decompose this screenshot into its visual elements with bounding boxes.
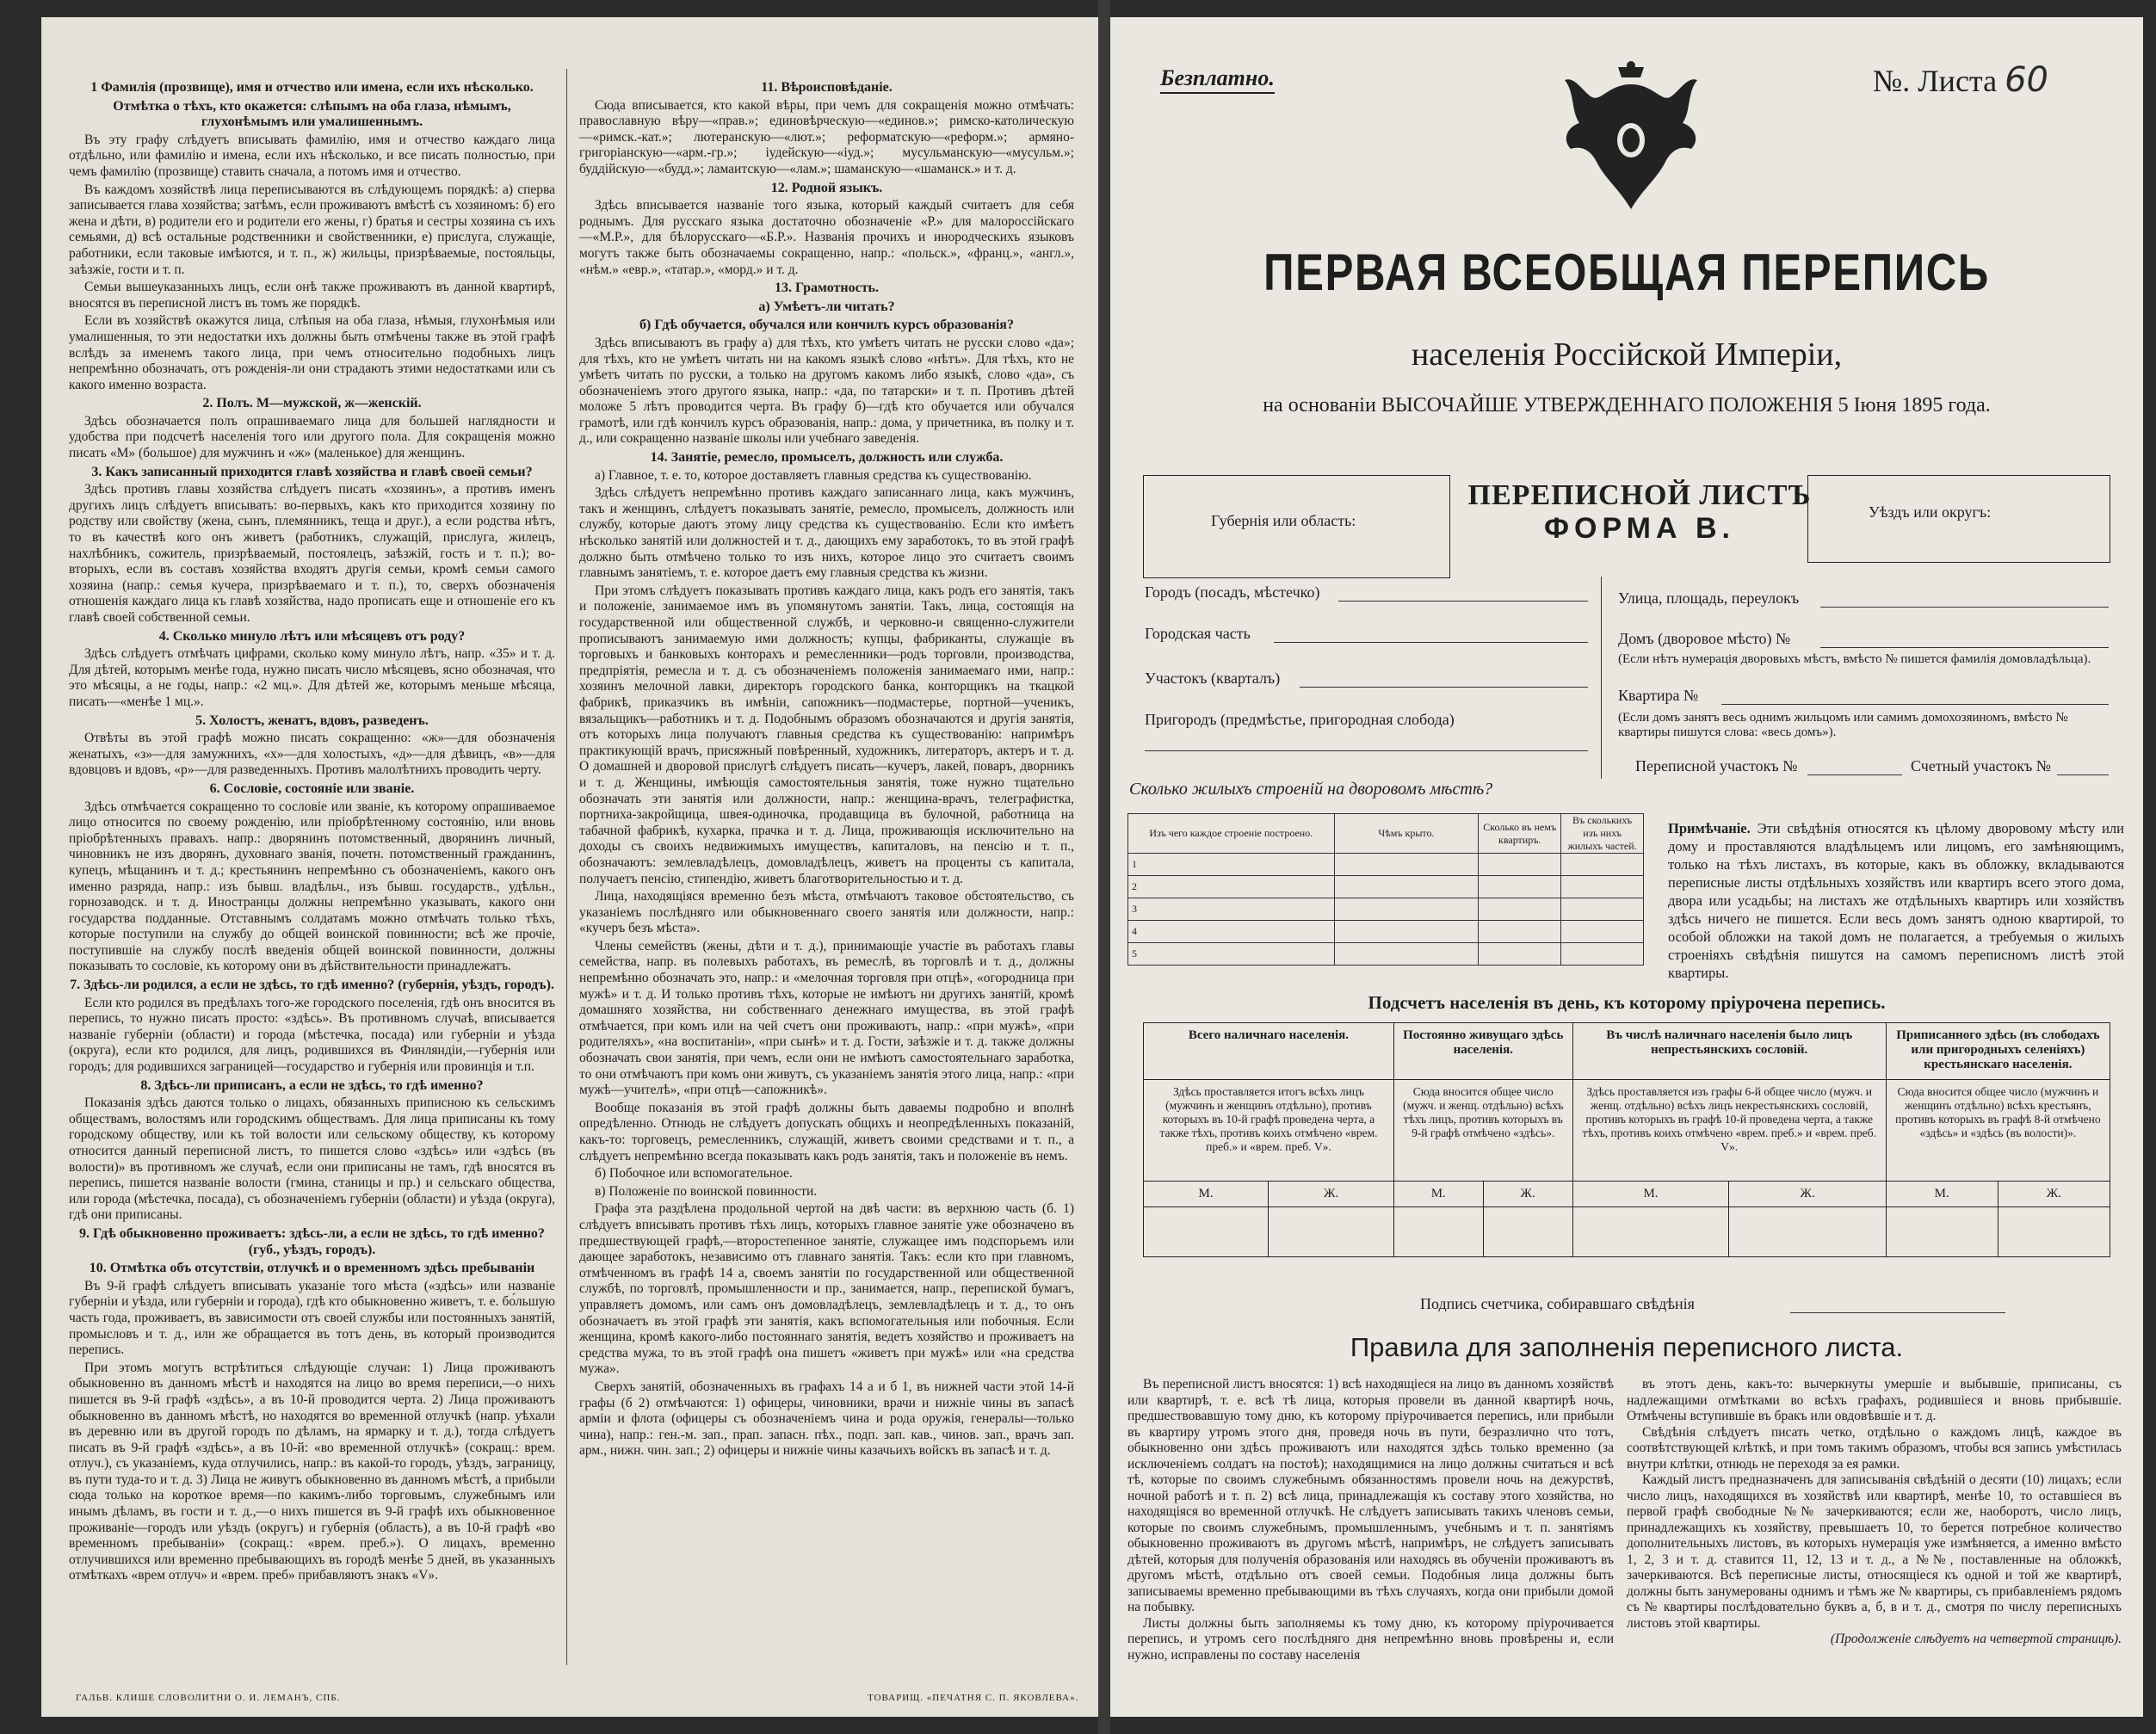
field-flat: Квартира № — [1618, 687, 1699, 704]
field-city-part-line[interactable] — [1274, 642, 1588, 643]
population-summary-title: Подсчетъ населенія въ день, къ которому пріурочена перепись. — [1368, 992, 1886, 1013]
instruction-paragraph: Если кто родился въ предѣлахъ того-же городского поселенія, гдѣ онъ вносится въ перепись, то нужно писать просто: «здѣсь». Въ противномъ случаѣ, вписывается названіе губерніи (области) и города (мѣстечка, посада) или губерніи и уѣзда (округа), если кто родился, для лицъ, родившихся въ Финляндіи,—губернія или городъ; для родившихся заграницей—государство и губернія или провинція и т.п. — [69, 995, 555, 1075]
book-gutter — [1098, 0, 1110, 1734]
instruction-paragraph: При этомъ слѣдуетъ показывать противъ каждаго лица, какъ родъ его занятія, такъ и положеніе, занимаемое имъ въ упомянутомъ занятіи. Такъ, лица, состоящія на государственной или общественной службѣ, и черковно-и священно-служители прописываютъ занимаемую ими должность; купцы, фабриканты, служащіе въ торговыхъ и банковыхъ конторахъ и ремесленники—родъ торговли, производства, предпріятія, ремесла и т. д. съ обозначеніемъ положенія занимаемаго ими, напр.: хозяинъ мелочной лавки, директоръ городского банка, конторщикъ на ткацкой фабрикѣ, приказчикъ въ имѣніи, сапожникъ—подмастерье, портной—ученикъ, вязальщикъ—работникъ и т. д. Подобнымъ образомъ обозначаются и другія занятія, отъ которыхъ лица получаютъ главныя средства къ существованію: напримѣръ практикующій врачъ, присяжный повѣренный, художникъ, литераторъ, актеръ и т. д. О домашней и дворовой прислугѣ слѣдуетъ писать—кучеръ, лакей, поваръ, дворникъ и т. д. Женщины, имѣющія самостоятельныя занятія, тоже нужно тщательно обозначать эти занятія или должности, напр.: женщина-врачъ, телеграфистка, портниха-закройщица, швея-одиночка, продавщица въ булочной, работница на табачной фабрикѣ, кухарка, прачка и т. д. Лица, проживающія исключительно на доходы съ своихъ недвижимыхъ имуществъ, капиталовъ, на пенсію и т. п., обозначаютъ: землевладѣлецъ, домовладѣлецъ, живетъ на проценты съ капитала, получаетъ пенсію, стипендію, живетъ благотворительностью и т. д. — [579, 583, 1074, 886]
census-form-page — [1110, 17, 2143, 1717]
free-of-charge-label: Безплатно. — [1160, 65, 1275, 90]
summary-values-row[interactable] — [1144, 1207, 2110, 1257]
sheet-number-label: №. Листа — [1872, 64, 1998, 98]
field-census-area: Переписной участокъ № — [1635, 757, 1798, 774]
instruction-paragraph: Семьи вышеуказанныхъ лицъ, если онѣ также проживаютъ въ данной квартирѣ, вносятся въ переписной листъ въ томъ же порядкѣ. — [69, 280, 555, 311]
rules-column-1 — [1127, 1377, 1614, 1663]
counter-signature-label: Подпись счетчика, собиравшаго свѣдѣнія — [1420, 1295, 1695, 1312]
instruction-paragraph: Вообще показанія въ этой графѣ должны быть даваемы подробно и вполнѣ опредѣленно. Отнюдь не слѣдуетъ допускать общихъ и неопредѣленныхъ показаній, какъ-то: торговецъ, ремесленникъ, служащій, живетъ своими средствами и т. п., а слѣдуетъ непремѣнно всегда показывать какъ родъ занятія, такъ и положеніе въ немъ. — [579, 1100, 1074, 1163]
field-precinct-line[interactable] — [1300, 687, 1588, 688]
summary-m-1: М. — [1144, 1182, 1269, 1207]
province-box[interactable] — [1143, 475, 1450, 578]
census-subtitle: населенія Россійской Имперіи, — [1411, 336, 1843, 373]
rules-title: Правила для заполненія переписного листа. — [1350, 1332, 1904, 1362]
instruction-paragraph: б) Побочное или вспомогательное. — [595, 1166, 793, 1182]
summary-note-resident: Сюда вносится общее число (мужч. и женщ. отдѣльно) всѣхъ тѣхъ лицъ, противъ которыхъ въ 9-й графѣ отмѣчено «здѣсь». — [1393, 1080, 1572, 1182]
instruction-heading: 9. Гдѣ обыкновенно проживаетъ: здѣсь-ли, а если не здѣсь, то гдѣ именно? (губ., уѣздъ, городъ). — [79, 1225, 545, 1257]
table-row[interactable] — [1128, 921, 1644, 943]
field-house-line[interactable] — [1820, 647, 2109, 648]
instruction-paragraph: Показанія здѣсь даются только о лицахъ, обязанныхъ приписною къ сельскимъ обществамъ, волостямъ или городскимъ обществамъ. Для лица приписаны къ тому городскому обществу, или къ той волости или сельскому обществу, къ которому относится данный переписной листъ, то пишется слово «здѣсь» или «здѣсь (въ волости)» въ противномъ же случаѣ, если они приписаны не тамъ, гдѣ вносятся въ перепись, пишется названіе волости (гмина, станицы и пр.) и сельскаго общества, или города (мѣстечка, посада), съ обозначеніемъ губерніи (области) и уѣзда (округа), гдѣ они приписаны. — [69, 1095, 555, 1223]
table-row[interactable] — [1128, 876, 1644, 898]
note-text: Эти свѣдѣнія относятся къ цѣлому дворовому мѣсту или дому и проставляются владѣльцемъ или лицомъ, его замѣняющимъ, только на тѣхъ листахъ, въ которые, какъ въ обложку, вкладываются переписные листы отдѣльныхъ хозяйствъ или квартиръ всего этого дома, двора или усадьбы; на листахъ же отдѣльныхъ квартиръ или хозяйствъ здѣсь ничего не пишется. Если весь домъ занятъ одною квартирой, то особой обложки на такой домъ не полагается, а требуемыя о жилыхъ строеніяхъ свѣдѣнія пишутся на самомъ переписномъ листѣ этой квартиры. — [1668, 820, 2124, 981]
instruction-heading: 11. Вѣроисповѣданіе. — [761, 80, 893, 95]
instruction-heading: 5. Холостъ, женатъ, вдовъ, разведенъ. — [195, 713, 429, 728]
buildings-question: Сколько жилыхъ строеній на дворовомъ мѣстѣ? — [1129, 780, 1493, 799]
field-flat-note: (Если домъ занятъ весь однимъ жильцомъ или самимъ домохозяиномъ, вмѣсто № квартиры пишутся слова: «весь домъ»). — [1618, 711, 2068, 739]
instruction-paragraph: Здѣсь вписываютъ въ графу а) для тѣхъ, кто умѣетъ читать не русски слово «да»; для тѣхъ, кто не умѣетъ читать ни на какомъ языкѣ слово «нѣтъ». Для тѣхъ, кто не умѣетъ читать по русски, а только на другомъ какомъ либо языкѣ, слово «да», съ обозначеніемъ этого другого языка, напр.: «да, по татарски» и т. п. Противъ дѣтей моложе 5 лѣтъ проводится черта. Въ графу б)—гдѣ кто обучается или обучался грамотѣ, или гдѣ кончилъ курсъ образованія, напр.: дома, у причетника, въ полку и т. д., или сокращенно названіе школы или учебнаго заведенія. — [579, 335, 1074, 447]
instruction-heading: 4. Сколько минуло лѣтъ или мѣсяцевъ отъ роду? — [158, 628, 466, 644]
note-title: Примѣчаніе. — [1668, 820, 1751, 836]
instruction-paragraph: Лица, находящіяся временно безъ мѣста, отмѣчаютъ таковое обстоятельство, съ указаніемъ послѣдняго или обыкновеннаго своего занятія или должности, напр.: «кучеръ безъ мѣста». — [579, 889, 1074, 936]
instruction-heading: 12. Родной языкъ. — [770, 180, 883, 195]
legal-basis: на основаніи ВЫСОЧАЙШЕ УТВЕРЖДЕННАГО ПОЛОЖЕНІЯ 5 Іюня 1895 года. — [1263, 394, 1991, 417]
district-box[interactable] — [1807, 475, 2110, 563]
buildings-header-flats: Сколько въ немъ квартиръ. — [1479, 814, 1561, 854]
field-flat-line[interactable] — [1721, 704, 2109, 705]
district-label: Уѣздъ или округъ: — [1869, 503, 1992, 521]
instruction-heading: 7. Здѣсь-ли родился, а если не здѣсь, то гдѣ именно? (губернія, уѣздъ, городъ). — [70, 978, 554, 993]
field-census-area-line[interactable] — [1807, 774, 1902, 775]
field-house: Домъ (дворовое мѣсто) № — [1618, 630, 1791, 647]
instruction-paragraph: Сверхъ занятій, обозначенныхъ въ графахъ 14 а и б 1, въ нижней части этой 14-й графы (б 2) отмѣчаются: 1) офицеры, чиновники, врачи и нижніе чины въ запасѣ арміи и флота (офицеры съ обозначеніемъ чина и рода оружія, генералы—только чина), напр.: ген.-м. зап., прап. запасн. пѣх., подп. зап. кав., чинов. зап., врачъ зап. арм., нижн. чин. зап.; 2) офицеры и нижніе чины казачьихъ войскъ въ запасѣ и т. д. — [579, 1379, 1074, 1459]
buildings-header-roof: Чѣмъ крыто. — [1334, 814, 1479, 854]
instruction-paragraph: Члены семействъ (жены, дѣти и т. д.), принимающіе участіе въ работахъ главы семейства, напр. въ полевыхъ работахъ, въ ремеслѣ, въ торговлѣ и т. д., должны непремѣнно обозначать это, напр.: и «мелочная торговля при отцѣ», «огородница при мужѣ» и т. д. И только противъ тѣхъ, которые не имѣютъ ни другихъ занятій, кромѣ домашняго хозяйства, ни собственнаго денежнаго имущества, въ этой графѣ отмѣчается, при комъ или на чей счетъ они проживаютъ, напр.: «при мужѣ», «при родителяхъ», «на воспитаніи», «при сынѣ» и т. д. Гости, заѣзжіе и т. д. также должны обозначать свои занятія, при чемъ, если они не имѣютъ самостоятельнаго заработка, то они отмѣчаютъ при комъ они живутъ, съ указаніемъ занятія этого лица, напр.: «при мужѣ—учителѣ», «при отцѣ—сапожникѣ». — [579, 938, 1074, 1098]
row-number: 1 — [1128, 854, 1335, 876]
field-town-line[interactable] — [1338, 601, 1588, 602]
instruction-paragraph: Если въ хозяйствѣ окажутся лица, слѣпыя на оба глаза, нѣмыя, глухонѣмыя или умалишенныя, то эти недостатки ихъ должны быть отмѣчены также въ этой графѣ вслѣдъ за именемъ такого лица, при чемъ относительно подобныхъ лицъ непремѣнно обозначать, отъ рожденія-ли они страдаютъ этими недостатками или съ какого именно возраста. — [69, 313, 555, 392]
instruction-paragraph: Сюда вписывается, кто какой вѣры, при чемъ для сокращенія можно отмѣчать: православную вѣру—«прав.»; единовѣрческую—«единов.»; римско-католическую—«римск.-кат.»; лютеранскую—«лют.»; реформатскую—«реформ.»; армяно-григоріанскую—«арм.-гр.»; іудейскую—«іуд.»; мусульманскую—«мусульм.»; буддійскую—«будд.»; ламаитскую—«лам.»; шаманскую—«шаманск.» и т. д. — [579, 97, 1074, 176]
census-title: ПЕРВАЯ ВСЕОБЩАЯ ПЕРЕПИСЬ — [1263, 244, 1990, 301]
sheet-number — [1873, 60, 2048, 100]
instruction-paragraph: Графа эта раздѣлена продольной чертой на двѣ части: въ верхнюю часть (б. 1) слѣдуетъ вписывать противъ тѣхъ лицъ, которыхъ главное занятіе уже обозначено въ предшествующей графѣ,—второстепенное занятіе, служащее имъ подспорьемъ или дающее заработокъ, независимо отъ главнаго занятія. Такъ: если кто при главномъ, отмѣченномъ въ графѣ 14 а, своемъ занятіи по государственной или общественной службѣ, по торговлѣ, промышленности и пр., занимается, напр., перепиской бумагъ, управляетъ домомъ, или самъ онъ домовладѣлецъ, землевладѣлецъ и т. д., то онъ обозначаетъ въ этой графѣ эти занятія, какъ вспомогательныя или побочныя. Если женщина, кромѣ какого-либо постояннаго занятія, ведетъ хозяйство и проживаетъ на средства мужа, то въ этой графѣ она пишетъ «живетъ при мужѣ» или «на средства мужа». — [579, 1201, 1074, 1377]
field-street-line[interactable] — [1820, 607, 2109, 608]
counter-signature-line[interactable] — [1790, 1312, 2005, 1313]
address-divider — [1601, 577, 1602, 779]
province-label: Губернія или область: — [1211, 512, 1356, 529]
field-precinct: Участокъ (кварталъ) — [1145, 670, 1281, 687]
instruction-paragraph: Здѣсь слѣдуетъ непремѣнно противъ каждаго записаннаго лица, какъ мужчинъ, такъ и женщинъ, слѣдуетъ показывать занятіе, ремесло, промыселъ, должность или службу, которые даютъ этому лицу средства къ существованію. Если кто имѣетъ нѣсколько занятій или должностей и т. д., дающихъ ему заработокъ, то въ этой графѣ должно быть отмѣчено только то изъ нихъ, которое лицо это считаетъ своимъ главнымъ занятіемъ, т. е. которое даетъ ему главныя средства къ жизни. — [579, 485, 1074, 581]
instruction-heading: 8. Здѣсь-ли приписанъ, а если не здѣсь, то гдѣ именно? — [140, 1077, 484, 1093]
instructions-page — [41, 17, 1098, 1717]
row-number: 3 — [1128, 898, 1335, 921]
printer-footer-left: ГАЛЬВ. КЛИШЕ СЛОВОЛИТНИ О. И. ЛЕМАНЪ, СПБ. — [76, 1693, 341, 1703]
summary-header-resident: Постоянно живущаго здѣсь населенія. — [1393, 1023, 1572, 1080]
field-count-area: Счетный участокъ № — [1911, 757, 2051, 774]
summary-header-present: Всего наличнаго населенія. — [1144, 1023, 1394, 1080]
field-count-area-line[interactable] — [2057, 774, 2109, 775]
instruction-paragraph: а) Главное, т. е. то, которое доставляетъ главныя средства къ существованію. — [595, 467, 1032, 483]
rules-paragraph: Въ переписной листъ вносятся: 1) всѣ находящіеся на лицо въ данномъ хозяйствѣ или квартирѣ, т. е. всѣ тѣ лица, которыя провели въ данной квартирѣ ночь, предшествовавшую тому дню, къ которому пріурочивается перепись, или прибыли въ квартиру утромъ этого дня, проведя ночь въ пути, безразлично что тотъ, обыкновенно они здѣсь проживаютъ или находятся здѣсь только временно (за исключеніемъ солдатъ на постоѣ); находящимися на лицо должны считаться и всѣ тѣ, которые по своимъ служебнымъ обязанностямъ провели ночь на дежурствѣ, ночной работѣ и т. п. 2) всѣ лица, принадлежащія къ составу этого хозяйства, но находящіяся во временной отлучкѣ. Не слѣдуетъ записывать такихъ членовъ семьи, которые по своимъ служебнымъ, промышленнымъ, учебнымъ и т. п. занятіямъ обыкновенно проживаютъ въ другомъ мѣстѣ, напримѣръ, не слѣдуетъ записывать дѣтей, которыя для полученія образованія или находясь въ обученіи проживаютъ въ другомъ мѣстѣ, отдѣльно отъ своей семьи. Подобныя лица должны быть записываемы временно пребывающими въ тѣхъ случаяхъ, когда они прибыли домой на побывку. — [1127, 1377, 1614, 1614]
instruction-paragraph: в) Положеніе по воинской повинности. — [595, 1183, 818, 1199]
form-title: ПЕРЕПИСНОЙ ЛИСТЪ — [1467, 479, 1812, 511]
summary-f-3: Ж. — [1729, 1182, 1886, 1207]
summary-m-4: М. — [1886, 1182, 1998, 1207]
instruction-paragraph: Въ эту графу слѣдуетъ вписывать фамилію, имя и отчество каждаго лица отдѣльно, или фамилію и имена, если ихъ нѣсколько, и все писать полностью, при чемъ фамилію (прозвище) ставить сначала, а потомъ имя и отчество. — [69, 132, 555, 179]
summary-note-nonpeasant: Здѣсь проставляется изъ графы 6-й общее число (мужч. и женщ. отдѣльно) всѣхъ лицъ некрестьянскихъ сословій, противъ которыхъ въ графѣ 10-й проведена черта, а также тѣхъ, противъ коихъ отмѣчено «врем. преб.» и «врем. преб. V». — [1572, 1080, 1886, 1182]
instruction-paragraph: При этомъ могутъ встрѣтиться слѣдующіе случаи: 1) Лица проживаютъ обыкновенно въ данномъ мѣстѣ и находятся на лицо во время переписи,—о нихъ пишется въ 9-й графѣ «здѣсь», а въ 10-й проводится черта. 2) Лица проживаютъ обыкновенно въ данномъ мѣстѣ, но находятся во временной отлучкѣ (напр. уѣхали въ деревню или въ другой городъ по дѣламъ, на ярмарку и т. д.), тогда слѣдуетъ писать въ 9-й графѣ «здѣсь», а въ 10-й: «во временной отлучкѣ» (сокращ.: врем. отлуч.), съ указаніемъ, куда отлучились, напр.: въ какой-то городъ, уѣздъ, заграницу, въ пути туда-то и т. д. 3) Лица не живутъ обыкновенно въ данномъ мѣстѣ, а прибыли сюда только на короткое время—по какимъ-либо торговымъ, служебнымъ или инымъ дѣламъ, въ гости и т. д.,—о нихъ пишется въ 9-й графѣ ихъ обыкновенное проживаніе—городъ или уѣздъ (округъ) и губернія (область), а въ 10-й графѣ «во временномъ пребываніи» (сокращ.: «врем. преб.»). О лицахъ, временно отлучившихся или временно пребывающихъ въ городѣ менѣе 5 дней, въ указанныхъ отмѣткахъ «врем отлуч» и «врем. преб» прибавляютъ знакъ «V». — [69, 1360, 555, 1583]
summary-f-2: Ж. — [1483, 1182, 1572, 1207]
instruction-heading: 6. Сословіе, состояніе или званіе. — [209, 781, 415, 796]
buildings-header-living: Въ сколькихъ изъ нихъ жилыхъ частей. — [1561, 814, 1644, 854]
sheet-number-handwritten: 60 — [2005, 60, 2048, 100]
rules-paragraph: въ этотъ день, какъ-то: вычеркнуты умершіе и выбывшіе, приписаны, съ надлежащими отмѣтками во всѣхъ графахъ, родившіеся и вновь прибывшіе. Отмѣчены вступившіе въ бракъ или овдовѣвшіе и т. д. — [1627, 1377, 2122, 1423]
field-town: Городъ (посадъ, мѣстечко) — [1145, 583, 1320, 601]
field-suburb: Пригородъ (предмѣстье, пригородная слобода) — [1145, 711, 1455, 728]
instructions-column-2 — [579, 77, 1074, 1461]
rules-continuation: (Продолженіе слѣдуетъ на четвертой страницѣ). — [1830, 1632, 2122, 1646]
field-street: Улица, площадь, переулокъ — [1618, 589, 1800, 607]
row-number: 2 — [1128, 876, 1335, 898]
instruction-paragraph: Въ каждомъ хозяйствѣ лица переписываются въ слѣдующемъ порядкѣ: а) сперва записывается глава хозяйства; затѣмъ, если проживаютъ вмѣстѣ съ хозяиномъ: б) его жена и дѣти, в) родители его и родители его жены, г) братья и сестры хозяина съ ихъ семьями, д) всѣ остальные родственники и свойственники, е) прислуга, служащіе, работники, если таковые имѣются, и т. п., ж) жильцы, призрѣваемые, постояльцы, заѣзжіе, гости и т. п. — [69, 182, 555, 277]
double-headed-eagle-emblem — [1558, 59, 1704, 213]
instruction-heading: Отмѣтка о тѣхъ, кто окажется: слѣпымъ на оба глаза, нѣмымъ, глухонѣмымъ или умалишеннымъ. — [113, 98, 511, 130]
instruction-heading: 2. Полъ. М—мужской, ж—женскій. — [202, 396, 422, 411]
instruction-paragraph: Здѣсь слѣдуетъ отмѣчать цифрами, сколько кому минуло лѣтъ, напр. «35» и т. д. Для дѣтей, которымъ менѣе года, нужно писать число мѣсяцевъ, ясно обозначая, что это мѣсяцы, а не годы, напр.: «2 мц.». Для дѣтей же, которымъ меньше мѣсяца, писать—«менѣе 1 мц.». — [69, 646, 555, 709]
buildings-header-material: Изъ чего каждое строеніе построено. — [1128, 814, 1335, 854]
instruction-heading: 13. Грамотность. — [774, 281, 880, 296]
instruction-heading: б) Гдѣ обучается, обучался или кончилъ курсъ образованія? — [639, 318, 1014, 333]
buildings-table — [1127, 813, 1644, 966]
rules-paragraph: Листы должны быть заполняемы къ тому дню, къ которому пріурочивается перепись, и утромъ сего послѣдняго дня непремѣнно вновь провѣрены и, если нужно, исправлены по составу населенія — [1127, 1615, 1614, 1663]
instruction-paragraph: Отвѣты въ этой графѣ можно писать сокращенно: «ж»—для обозначенія женатыхъ, «з»—для замужнихъ, «х»—для холостыхъ, «д»—для дѣвицъ, «в»—для вдовцовъ и вдовъ, «р»—для разведенныхъ. Противъ малолѣтнихъ проводить черту. — [69, 731, 555, 778]
summary-f-1: Ж. — [1269, 1182, 1394, 1207]
instruction-paragraph: Въ 9-й графѣ слѣдуетъ вписывать указаніе того мѣста («здѣсь» или названіе губерніи и уѣзда, или губерніи и города), гдѣ кто обыкновенно живетъ, т. е. бо́льшую часть года, проживаетъ, въ зависимости отъ своей службы или постоянныхъ занятій, промысловъ и т. д., или же обращается въ тотъ день, въ который производится перепись. — [69, 1278, 555, 1358]
summary-header-peasant: Приписанного здѣсь (въ слободахъ или пригородныхъ селеніяхъ) крестьянскаго населенія. — [1886, 1023, 2110, 1080]
form-title-block — [1455, 479, 1825, 546]
population-summary-table — [1143, 1022, 2110, 1257]
instruction-heading: 3. Какъ записанный приходится главѣ хозяйства и главѣ своей семьи? — [91, 464, 533, 479]
row-number: 4 — [1128, 921, 1335, 943]
table-row[interactable] — [1128, 898, 1644, 921]
summary-f-4: Ж. — [1998, 1182, 2110, 1207]
instruction-heading: 14. Занятіе, ремесло, промыселъ, должность или служба. — [650, 450, 1004, 466]
summary-note-peasant: Сюда вносится общее число (мужчинъ и женщинъ отдѣльно) всѣхъ крестьянъ, противъ которыхъ въ графѣ 8-й отмѣчено «здѣсь» и «здѣсь (въ волости)». — [1886, 1080, 2110, 1182]
table-row[interactable] — [1128, 943, 1644, 966]
summary-note-present: Здѣсь проставляется итогъ всѣхъ лицъ (мужчинъ и женщинъ отдѣльно), противъ которыхъ въ 10-й графѣ проведена черта, а также тѣхъ, противъ коихъ отмѣчено «врем. преб.» и «врем. преб. V». — [1144, 1080, 1394, 1182]
field-house-note: (Если нѣтъ нумерація дворовыхъ мѣстъ, вмѣсто № пишется фамилія домовладѣльца). — [1618, 652, 2091, 666]
instruction-paragraph: Здѣсь обозначается полъ опрашиваемаго лица для большей наглядности и удобства при подсчетѣ населенія того или другого пола. Для сокращенія можно писать «М» (большое) для мужчинъ и «ж» (маленькое) для женщинъ. — [69, 413, 555, 461]
form-name: ФОРМА В. — [1543, 512, 1736, 545]
rules-paragraph: Каждый листъ предназначенъ для записыванія свѣдѣній о десяти (10) лицахъ; если число лицъ, находящихся въ хозяйствѣ или квартирѣ, менѣе 10, то оставшіеся въ первой графѣ свободные №№ зачеркиваются; если же, наоборотъ, число лицъ, принадлежащихъ къ хозяйству, превышаетъ 10, то берется потребное количество дополнительныхъ листовъ, въ которыхъ нумерація уже измѣняется, а именно вмѣсто 1, 2, 3 и т. д. ставится 11, 12, 13 и т. д., а №№, поставленные на обложкѣ, зачеркиваются. Всѣ переписные листы, относящіеся къ одной и той же квартирѣ, должны быть занумерованы однимъ и тѣмъ же № квартиры, съ прибавленіемъ рядомъ съ № квартиры послѣдовательно буквъ а, б, в и т. д., смотря по числу переписныхъ листовъ этой квартиры. — [1627, 1472, 2122, 1631]
summary-header-nonpeasant: Въ числѣ наличнаго населенія было лицъ непрестьянскихъ сословій. — [1572, 1023, 1886, 1080]
instruction-heading: а) Умѣетъ-ли читать? — [758, 299, 895, 314]
instruction-heading: 1 Фамилія (прозвище), имя и отчество или имена, если ихъ нѣсколько. — [90, 80, 534, 95]
instruction-heading: 10. Отмѣтка объ отсутствіи, отлучкѣ и о временномъ здѣсь пребываніи — [89, 1261, 535, 1276]
row-number: 5 — [1128, 943, 1335, 966]
instructions-column-1 — [69, 77, 555, 1586]
instruction-paragraph: Здѣсь противъ главы хозяйства слѣдуетъ писать «хозяинъ», а противъ именъ другихъ лицъ слѣдуетъ вписывать: во-первыхъ, какъ кто приходится хозяину по родству или свойству (жена, сынъ, племянникъ, теща и друг.), а если родства нѣтъ, то въ качествѣ кого онъ живетъ (работникъ, служащій, прислуга, жилецъ, нахлѣбникъ, сожитель, призрѣваемый, постоялецъ, заѣзжій, гость и т. п.); во-вторыхъ, если въ составъ хозяйства входятъ другія семьи, кромѣ семьи самого хозяина (напр.: семья кучера, призрѣваемаго и т. п.), то, сверхъ обозначенія отношенія каждаго лица къ главѣ хозяйства, надо прописать еще и отношеніе его къ главѣ своей собственной семьи. — [69, 482, 555, 625]
buildings-note — [1668, 819, 2124, 982]
field-city-part: Городская часть — [1145, 625, 1251, 642]
column-divider — [566, 69, 567, 1665]
table-row[interactable] — [1128, 854, 1644, 876]
summary-m-2: М. — [1393, 1182, 1483, 1207]
rules-column-2 — [1627, 1377, 2122, 1648]
instruction-paragraph: Здѣсь вписывается названіе того языка, который каждый считаетъ для себя роднымъ. Для русскаго языка достаточно обозначеніе «Р.» для малороссійскаго—«М.Р.», для бѣлорусскаго—«Б.Р.». Названія прочихъ и инородческихъ языковъ могутъ также быть обозначаемы сокращенно, напр.: «польск.», «франц.», «англ.», «нѣм.» «евр.», «татар.», «морд.» и т. д. — [579, 198, 1074, 277]
printer-footer-right: ТОВАРИЩ. «ПЕЧАТНЯ С. П. ЯКОВЛЕВА». — [868, 1693, 1079, 1703]
instruction-paragraph: Здѣсь отмѣчается сокращенно то сословіе или званіе, къ которому опрашиваемое лицо относится по своему рожденію, или пріобрѣтенному состоянію, или вновь пріобрѣтенныхъ правахъ. напр.: дворянинъ потомственный, дворянинъ личный, чиновникъ не изъ дворянъ, духовнаго званія, почетн. потомственный гражданинъ, купецъ, мѣщанинъ и т. д.; крестьянинъ непремѣнно съ обозначеніемъ, какого онъ именно разряда, напр.: изъ бывш. владѣльч., изъ бывш. государств., удѣльн., горнозаводск. и т. д. Иностранцы должны непремѣнно указывать, какого они государства подданные. Отставнымъ солдатамъ можно отмѣчать только тѣхъ, которые поступили на службу до общей воинской повинности; всѣ же прочіе, поступившіе на службу послѣ введенія общей воинской повинности, должны показывать то сословіе, къ которому они въ дѣйствительности принадлежатъ. — [69, 799, 555, 974]
rules-paragraph: Свѣдѣнія слѣдуетъ писать четко, отдѣльно о каждомъ лицѣ, каждое въ соотвѣтствующей клѣткѣ, и при томъ такимъ образомъ, чтобы вся запись умѣстилась внутри клѣтки, отнюдь не переходя за ея рамки. — [1627, 1424, 2122, 1472]
field-suburb-line[interactable] — [1145, 750, 1588, 751]
summary-m-3: М. — [1572, 1182, 1729, 1207]
